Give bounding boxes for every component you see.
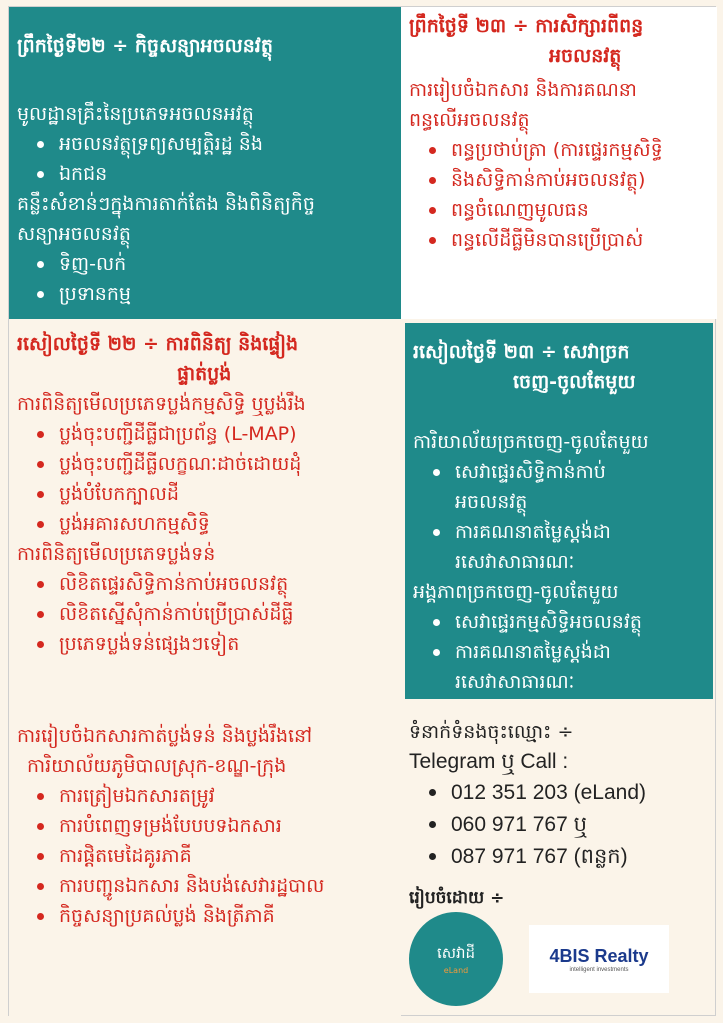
organizer-label: រៀបចំដោយ ÷: [409, 888, 505, 908]
afternoon-23-list2: [413, 607, 705, 697]
phone-number[interactable]: 060 971 767 ឬ: [409, 809, 709, 841]
list-item: ការត្រៀមឯកសារតម្រូវ: [17, 781, 393, 811]
list-item: ពន្ធលើដីធ្លីមិនបានប្រើប្រាស់: [409, 225, 709, 255]
morning-22-title: ព្រឹកថ្ងៃទី២២ ÷ កិច្ចសន្យាអចលនវត្ថុ: [17, 35, 273, 57]
4bis-logo-tag: intelligent investments: [569, 966, 629, 973]
list-item: ការផ្តិតមេដៃគូរភាគី: [17, 841, 393, 871]
morning-22-list2: [17, 249, 393, 309]
phone-list: [409, 777, 709, 873]
morning-22-line1: មូលដ្ឋានគ្រឹះនៃប្រភេទអចលនអវត្ថុ: [17, 103, 254, 125]
afternoon-22-line2: ការពិនិត្យមើលប្រភេទប្លង់ទន់: [17, 543, 216, 565]
list-item: និងសិទ្ធិកាន់កាប់អចលនវត្ថុ): [409, 165, 709, 195]
list-item: ឯកជន: [17, 159, 393, 189]
morning-22-line2a: គន្លឹះសំខាន់ៗក្នុងការតាក់តែង និងពិនិត្យកិច្ច: [17, 193, 315, 215]
list-item: ពន្ធចំណេញមូលធន: [409, 195, 709, 225]
list-item: ការគណនាតម្លៃស្តង់ដា: [413, 637, 705, 667]
flyer-page: [8, 6, 716, 1016]
list-item: ប្លង់ចុះបញ្ជីដីធ្លីលក្ខណៈដាច់ដោយដុំ: [17, 449, 393, 479]
list-item: ទិញ-លក់: [17, 249, 393, 279]
list-item: លិខិតស្នើសុំកាន់កាប់ប្រើប្រាស់ដីធ្លី: [17, 599, 393, 629]
4bis-logo-text: 4BIS Realty: [549, 945, 649, 966]
morning-23-section: [401, 7, 717, 319]
documents-line2: ការិយាល័យភូមិបាលស្រុក-ខណ្ឌ-ក្រុង: [27, 755, 287, 777]
list-item: ការបំពេញទម្រង់បែបបទឯកសារ: [17, 811, 393, 841]
afternoon-23-title: រសៀលថ្ងៃទី ២៣ ÷ សេវាច្រក: [413, 341, 630, 363]
morning-22-section: [9, 7, 401, 319]
afternoon-22-section: [9, 323, 401, 703]
list-item-cont: អចលនវត្ថុ: [455, 491, 528, 513]
morning-22-list1: [17, 129, 393, 189]
morning-23-line2: ពន្ធលើអចលនវត្ថុ: [409, 109, 530, 131]
documents-section: [9, 717, 401, 1017]
list-item: កិច្ចសន្យាប្រគល់ប្លង់ និងត្រីភាគី: [17, 901, 393, 931]
list-item: ពន្ធប្រថាប់ត្រា (ការផ្ទេរកម្មសិទ្ធិ: [409, 135, 709, 165]
list-item-cont: រសេវាសាធារណៈ: [455, 671, 575, 693]
documents-line1: ការរៀបចំឯកសារកាត់ប្លង់ទន់ និងប្លង់រឹងនៅ: [17, 725, 313, 747]
eland-logo: [409, 912, 503, 1006]
morning-23-title: ព្រឹកថ្ងៃទី ២៣ ÷ ការសិក្សារពីពន្ធ: [409, 15, 644, 37]
list-item: ការគណនាតម្លៃស្តង់ដា: [413, 517, 705, 547]
morning-23-list: [409, 135, 709, 255]
list-item: ប្រទានកម្ម: [17, 279, 393, 309]
afternoon-23-line1: ការិយាល័យច្រកចេញ-ចូលតែមួយ: [413, 431, 649, 453]
afternoon-22-title: រសៀលថ្ងៃទី ២២ ÷ ការពិនិត្យ និងផ្ទៀង: [17, 333, 299, 355]
afternoon-23-title-2: ចេញ-ចូលតែមួយ: [513, 371, 636, 393]
list-item: ប្រភេទប្លង់ទន់ផ្សេងៗទៀត: [17, 629, 393, 659]
afternoon-23-line2: អង្គភាពច្រកចេញ-ចូលតែមួយ: [413, 581, 619, 603]
morning-23-line1: ការរៀបចំឯកសារ និងការគណនា: [409, 79, 637, 101]
eland-logo-text: សេវាដី: [436, 943, 476, 962]
morning-23-title-2: អចលនវត្ថុ: [549, 45, 622, 67]
list-item: លិខិតផ្ទេរសិទ្ធិកាន់កាប់អចលនវត្ថុ: [17, 569, 393, 599]
list-item: សេវាផ្ទេរសិទ្ធិកាន់កាប់: [413, 457, 705, 487]
afternoon-22-line1: ការពិនិត្យមើលប្រភេទប្លង់កម្មសិទ្ធិ ឬប្លង់រឹង: [17, 393, 306, 415]
afternoon-22-list1: [17, 419, 393, 539]
afternoon-23-list1: [413, 457, 705, 577]
afternoon-22-title-2: ផ្ទាត់ប្លង់: [177, 363, 232, 385]
contact-line2: Telegram ឬ Call :: [409, 750, 569, 773]
list-item: ប្លង់អគារសហកម្មសិទ្ធិ: [17, 509, 393, 539]
list-item: ប្លង់បំបែកក្បាលដី: [17, 479, 393, 509]
contact-line1: ទំនាក់ទំនងចុះឈ្មោះ ÷: [409, 721, 574, 743]
afternoon-22-list2: [17, 569, 393, 659]
afternoon-23-section: [405, 323, 713, 699]
phone-number[interactable]: 087 971 767 (ពន្លក): [409, 841, 709, 873]
list-item-cont: រសេវាសាធារណៈ: [455, 551, 575, 573]
documents-list: [17, 781, 393, 931]
list-item: អចលនវត្ថុទ្រព្យសម្បត្តិរដ្ឋ និង: [17, 129, 393, 159]
4bis-realty-logo: [529, 925, 669, 993]
phone-number[interactable]: 012 351 203 (eLand): [409, 777, 709, 809]
list-item: ប្លង់ចុះបញ្ជីដីធ្លីជាប្រព័ន្ធ (L-MAP): [17, 419, 393, 449]
morning-22-line2b: សន្យាអចលនវត្ថុ: [17, 223, 131, 245]
contact-section: [405, 713, 713, 893]
list-item: សេវាផ្ទេរកម្មសិទ្ធិអចលនវត្ថុ: [413, 607, 705, 637]
eland-logo-sub: eLand: [443, 965, 469, 975]
list-item: ការបញ្ជូនឯកសារ និងបង់សេវារដ្ឋបាល: [17, 871, 393, 901]
